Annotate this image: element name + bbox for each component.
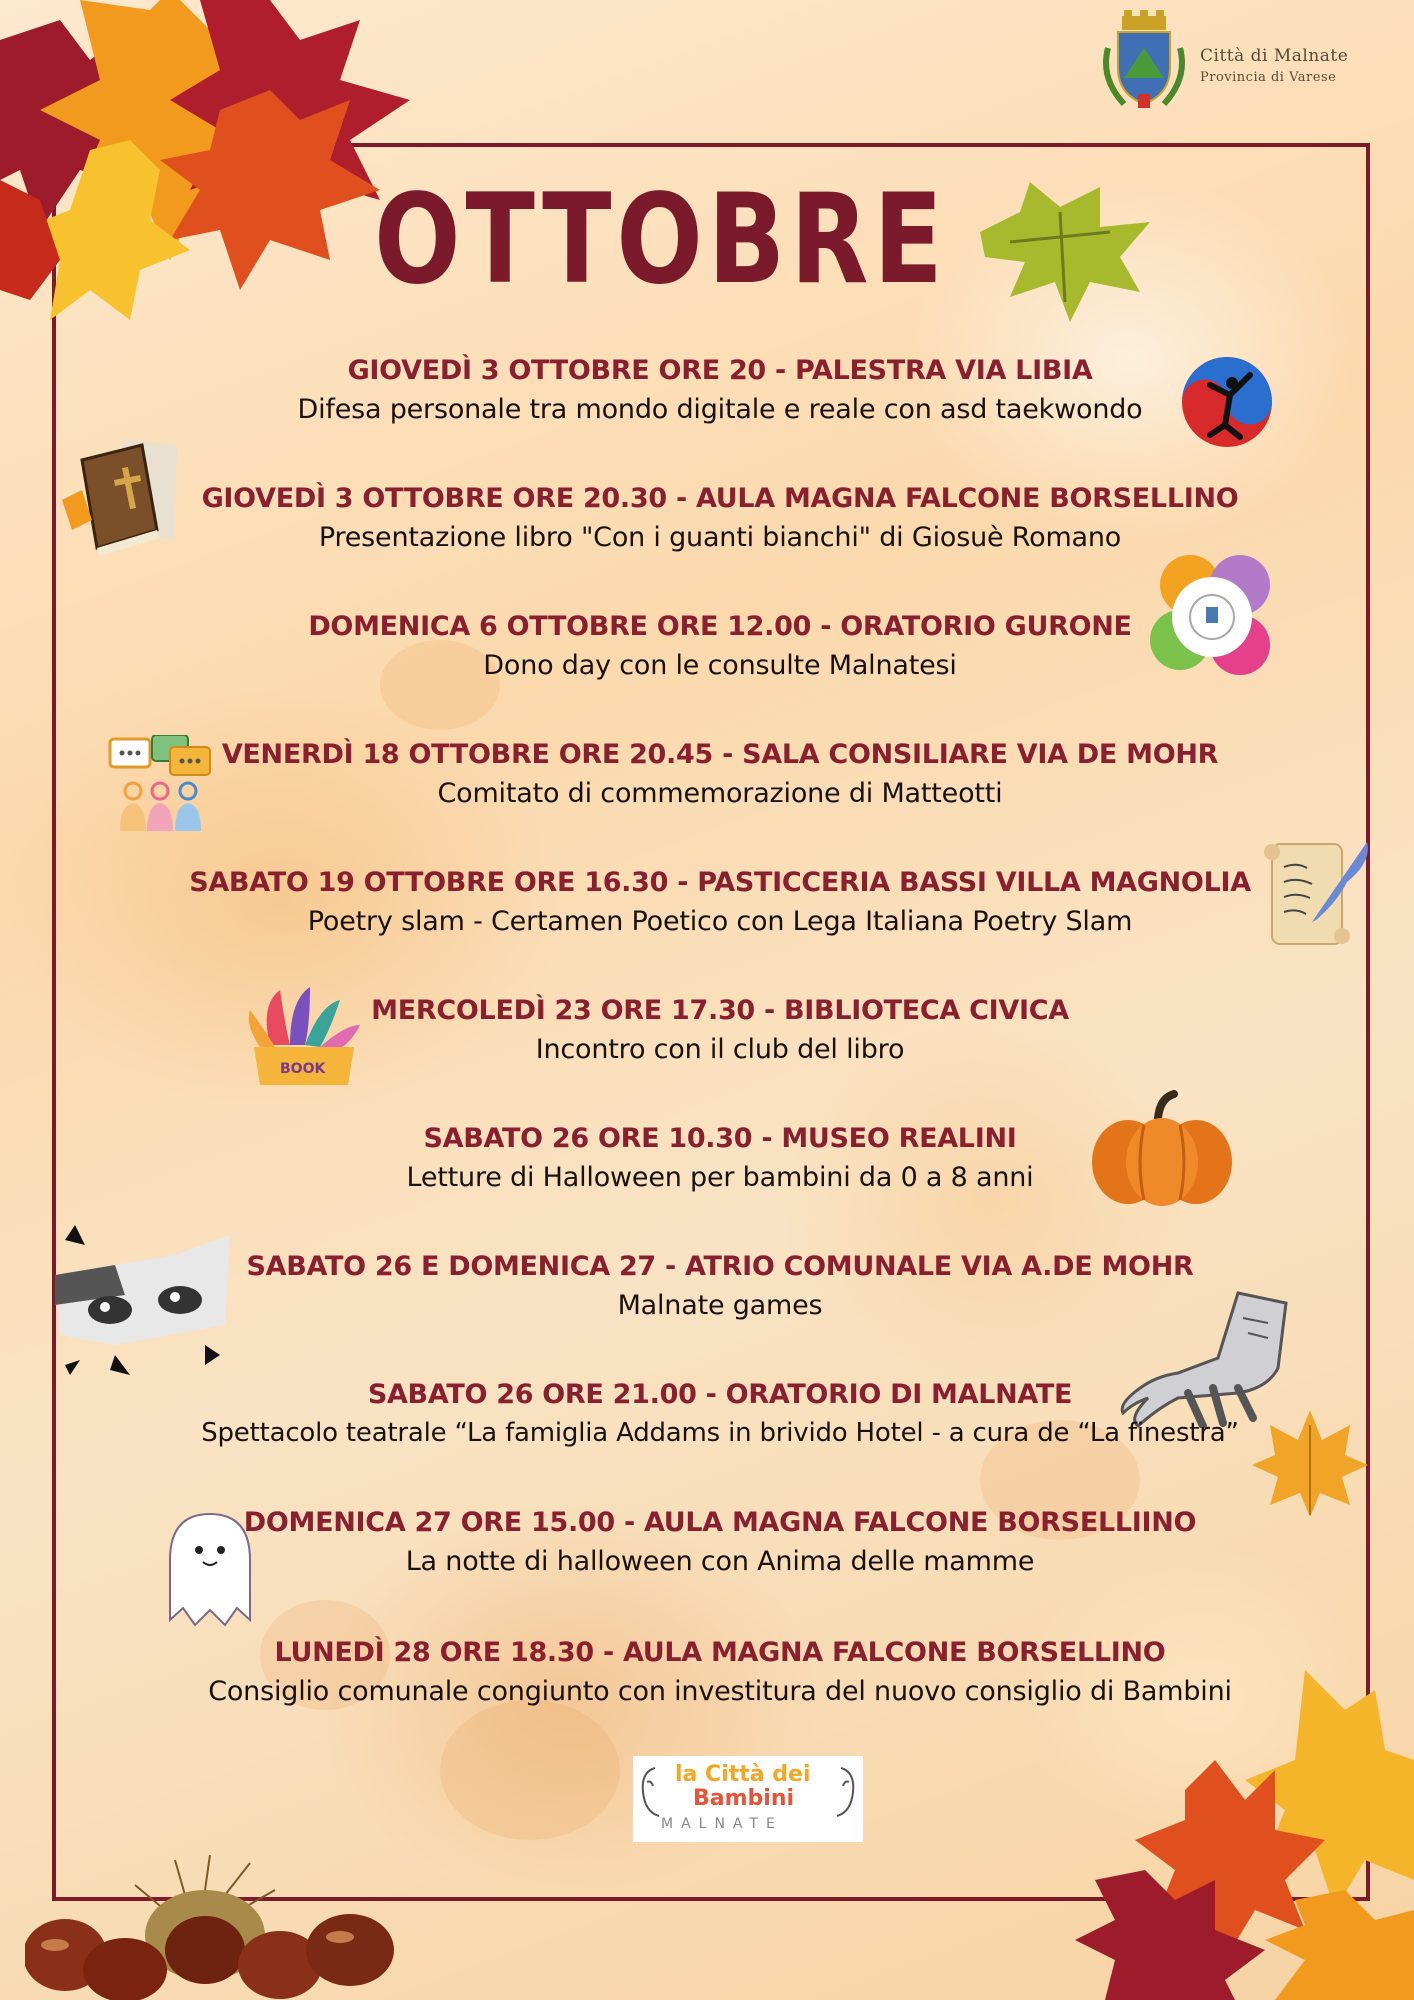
event-item <box>120 355 1320 425</box>
province-name: Provincia di Varese <box>1200 70 1337 85</box>
child-face-icon <box>823 1762 859 1822</box>
page-title: OTTOBRE <box>374 168 948 312</box>
event-heading: VENERDÌ 18 OTTOBRE ORE 20.45 - SALA CONSILIARE VIA DE MOHR <box>221 739 1219 770</box>
event-description: Dono day con le consulte Malnatesi <box>483 650 957 681</box>
event-description: Difesa personale tra mondo digitale e reale con asd taekwondo <box>297 394 1143 425</box>
event-item <box>120 739 1320 809</box>
event-heading: SABATO 26 ORE 21.00 - ORATORIO DI MALNATE <box>367 1379 1073 1410</box>
event-item <box>120 1251 1320 1321</box>
event-item <box>120 867 1320 937</box>
event-description: Malnate games <box>617 1290 823 1321</box>
event-heading: LUNEDÌ 28 ORE 18.30 - AULA MAGNA FALCONE BORSELLINO <box>274 1637 1166 1668</box>
maple-leaves-bottom-right <box>1075 1650 1414 2000</box>
city-logo <box>1094 8 1364 112</box>
event-item <box>120 995 1320 1065</box>
footer-logo-line2: Bambini <box>693 1786 795 1811</box>
event-description: Spettacolo teatrale “La famiglia Addams in brivido Hotel - a cura de “La finestra” <box>201 1418 1239 1448</box>
event-heading: GIOVEDÌ 3 OTTOBRE ORE 20.30 - AULA MAGNA FALCONE BORSELLINO <box>201 483 1239 514</box>
svg-text:BOOK: BOOK <box>280 1061 326 1077</box>
event-item <box>120 1379 1320 1448</box>
event-description: Comitato di commemorazione di Matteotti <box>437 778 1003 809</box>
green-leaf-icon <box>970 172 1160 327</box>
event-heading: GIOVEDÌ 3 OTTOBRE ORE 20 - PALESTRA VIA LIBIA <box>347 355 1093 386</box>
event-heading: SABATO 19 OTTOBRE ORE 16.30 - PASTICCERIA BASSI VILLA MAGNOLIA <box>189 867 1251 898</box>
event-heading: DOMENICA 6 OTTOBRE ORE 12.00 - ORATORIO GURONE <box>308 611 1132 642</box>
event-description: La notte di halloween con Anima delle mamme <box>405 1546 1035 1577</box>
coat-of-arms-icon <box>1094 8 1194 112</box>
event-heading: SABATO 26 E DOMENICA 27 - ATRIO COMUNALE VIA A.DE MOHR <box>246 1251 1194 1282</box>
event-description: Presentazione libro "Con i guanti bianchi" di Giosuè Romano <box>318 522 1122 553</box>
chestnuts-bottom-left <box>25 1855 465 2000</box>
event-heading: MERCOLEDÌ 23 ORE 17.30 - BIBLIOTECA CIVICA <box>371 995 1069 1026</box>
city-name: Città di Malnate <box>1200 46 1349 66</box>
footer-logo-line3: MALNATE <box>661 1816 783 1832</box>
event-description: Consiglio comunale congiunto con investitura del nuovo consiglio di Bambini <box>208 1676 1232 1707</box>
event-description: Poetry slam - Certamen Poetico con Lega Italiana Poetry Slam <box>307 906 1133 937</box>
event-item <box>120 1507 1320 1577</box>
footer-logo-line1: la Città dei <box>675 1762 811 1787</box>
event-item <box>120 483 1320 553</box>
event-heading: SABATO 26 ORE 10.30 - MUSEO REALINI <box>423 1123 1017 1154</box>
event-item <box>120 1123 1320 1193</box>
citta-dei-bambini-logo <box>633 1756 863 1842</box>
event-item <box>120 611 1320 681</box>
event-heading: DOMENICA 27 ORE 15.00 - AULA MAGNA FALCONE BORSELLIINO <box>243 1507 1197 1538</box>
child-face-icon <box>637 1762 673 1822</box>
event-description: Letture di Halloween per bambini da 0 a 8 anni <box>406 1162 1034 1193</box>
event-description: Incontro con il club del libro <box>535 1034 905 1065</box>
